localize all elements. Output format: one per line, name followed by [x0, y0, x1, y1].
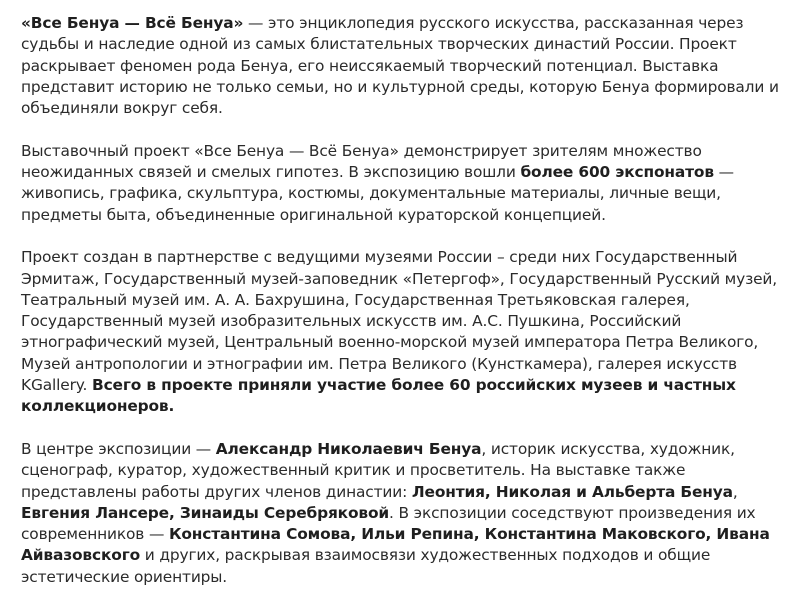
body-text: Музей антропологии и этнографии им. Петра Великого (Кунсткамера), галерея искусств — [21, 354, 737, 373]
body-text: представлены работы других членов династии: — [21, 482, 412, 501]
body-text: KGallery. — [21, 376, 92, 395]
body-text: Эрмитаж, Государственный музей-заповедник «Петергоф», Государственный Русский музей, — [21, 269, 778, 288]
text-line — [21, 332, 791, 353]
body-text: Государственный музей изобразительных искусств им. А.С. Пушкина, Российский — [21, 312, 682, 331]
text-line — [21, 13, 791, 34]
bold-text: Всего в проекте приняли участие более 60 российских музеев и частных — [92, 376, 736, 395]
text-line — [21, 375, 791, 396]
body-text: , историк искусства, художник, — [481, 439, 735, 458]
body-text: В центре экспозиции — — [21, 439, 216, 458]
body-text: раскрывает феномен рода Бенуа, его неиссякаемый творческий потенциал. Выставка — [21, 56, 719, 75]
body-text: живопись, графика, скульптура, костюмы, документальные материалы, личные вещи, — [21, 184, 721, 203]
body-text: Проект создан в партнерстве с ведущими музеями России – среди них Государственный — [21, 248, 738, 267]
text-line — [21, 269, 791, 290]
bold-text: Евгения Лансере, Зинаиды Серебряковой — [21, 503, 390, 522]
text-line — [21, 98, 791, 119]
text-line — [21, 290, 791, 311]
bold-text: «Все Бенуа — Всё Бенуа» — [21, 14, 244, 32]
article-paragraph-3 — [21, 247, 791, 417]
bold-text: коллекционеров. — [21, 397, 175, 416]
body-text: эстетические ориентиры. — [21, 567, 228, 586]
text-line — [21, 311, 791, 332]
bold-text: Константина Сомова, Ильи Репина, Константина Маковского, Ивана — [168, 525, 770, 544]
body-text: этнографический музей, Центральный военно-морской музей императора Петра Великого, — [21, 333, 759, 352]
body-text: и других, раскрывая взаимосвязи художественных подходов и общие — [140, 546, 711, 565]
body-text: сценограф, куратор, художественный критик и просветитель. На выставке также — [21, 461, 686, 480]
text-line — [21, 162, 791, 183]
body-text: — — [713, 163, 734, 182]
text-line — [21, 439, 791, 460]
body-text: современников — — [21, 525, 169, 544]
article-paragraph-4 — [21, 439, 791, 588]
text-line — [21, 247, 791, 268]
text-line — [21, 396, 791, 417]
text-line — [21, 77, 791, 98]
body-text: Театральный музей им. А. А. Бахрушина, Государственная Третьяковская галерея, — [21, 290, 690, 309]
bold-text: Леонтия, Николая и Альберта Бенуа — [411, 482, 733, 501]
text-line — [21, 482, 791, 503]
text-line — [21, 545, 791, 566]
bold-text: Александр Николаевич Бенуа — [215, 439, 482, 458]
body-text: , — [732, 482, 738, 501]
article-paragraph-2 — [21, 141, 791, 226]
body-text: неожиданных связей и смелых гипотез. В экспозицию вошли — [21, 163, 521, 182]
text-line — [21, 567, 791, 588]
text-line — [21, 34, 791, 55]
article-paragraph-1 — [21, 13, 791, 119]
bold-text: более 600 экспонатов — [520, 163, 714, 182]
body-text: объединяли вокруг себя. — [21, 99, 223, 118]
text-line — [21, 56, 791, 77]
body-text: представит историю не только семьи, но и культурной среды, которую Бенуа формировали и — [21, 77, 779, 96]
text-line — [21, 460, 791, 481]
text-line — [21, 183, 791, 204]
body-text: — это энциклопедия русского искусства, рассказанная через — [243, 14, 744, 32]
text-line — [21, 141, 791, 162]
body-text: Выставочный проект «Все Бенуа — Всё Бенуа» демонстрирует зрителям множество — [21, 141, 702, 160]
text-line — [21, 524, 791, 545]
bold-text: Айвазовского — [21, 546, 141, 565]
body-text: предметы быта, объединенные оригинальной кураторской концепцией. — [21, 205, 606, 224]
text-line — [21, 205, 791, 226]
body-text: . В экспозиции соседствуют произведения их — [389, 503, 756, 522]
text-line — [21, 354, 791, 375]
body-text: судьбы и наследие одной из самых блистательных творческих династий России. Проект — [21, 35, 737, 54]
text-line — [21, 503, 791, 524]
